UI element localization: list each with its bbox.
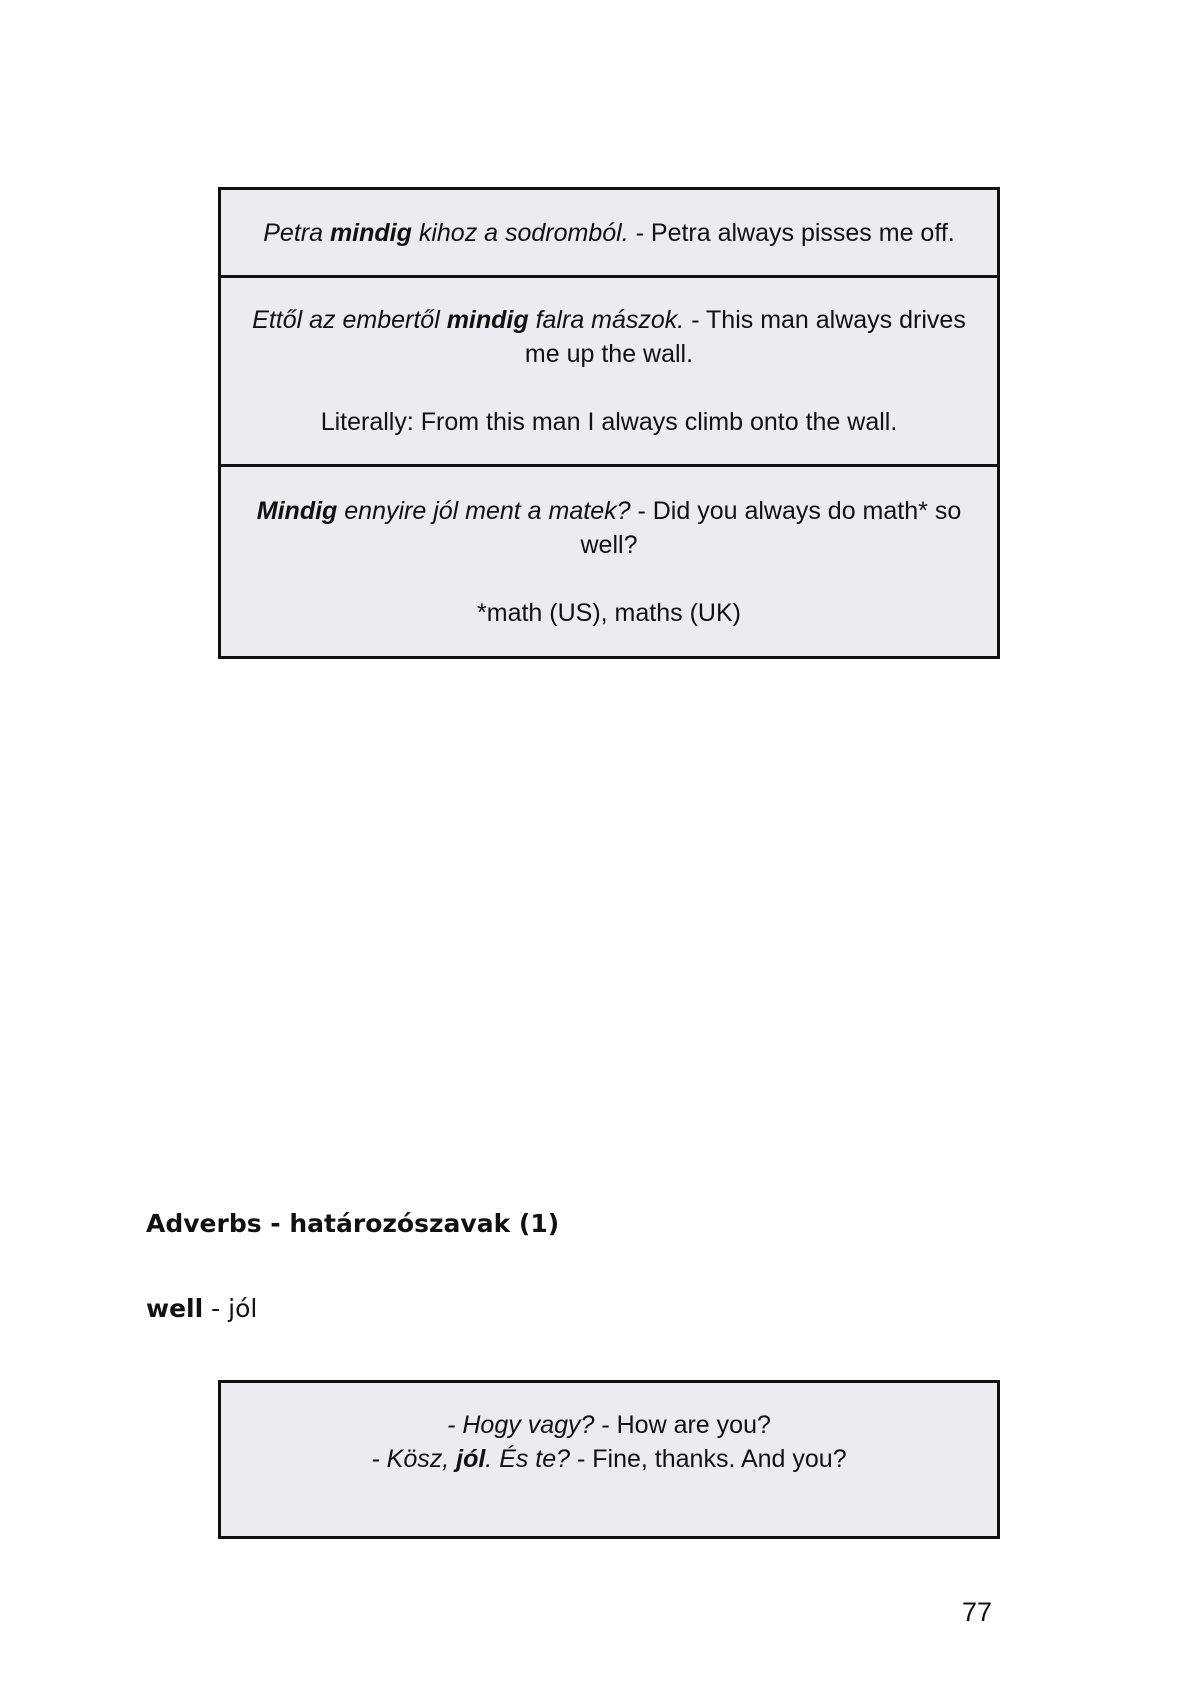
english-translation: - Fine, thanks. And you? [570, 1445, 847, 1473]
hungarian-text: Ettől az embertől mindig falra mászok. [252, 306, 685, 334]
example-table-jol [218, 1380, 1000, 1539]
hungarian-text: Mindig ennyire jól ment a matek? [256, 496, 631, 525]
example-row [221, 467, 997, 656]
example-sentence [241, 216, 977, 250]
vocab-translation: - jól [203, 1294, 258, 1323]
example-row [221, 278, 997, 467]
page-number: 77 [962, 1597, 993, 1627]
example-table-mindig [218, 187, 1000, 659]
english-translation: - How are you? [594, 1411, 771, 1439]
example-row [221, 190, 997, 278]
dialogue-line [241, 1408, 977, 1442]
english-translation: - Petra always pisses me off. [628, 218, 955, 247]
vocab-word: well [146, 1294, 204, 1323]
section-heading: Adverbs - határozószavak (1) [146, 1209, 560, 1238]
example-sentence [241, 303, 977, 371]
literal-note: Literally: From this man I always climb onto the wall. [320, 408, 898, 436]
usage-note: *math (US), maths (UK) [477, 598, 741, 627]
hungarian-text: Petra mindig kihoz a sodromból. [263, 218, 629, 247]
english-translation: - This man always drives me up the wall. [524, 306, 966, 368]
english-translation: - Did you always do math* so well? [580, 496, 962, 559]
vocabulary-entry [146, 1294, 257, 1323]
hungarian-text: - Kösz, jól. És te? [371, 1445, 571, 1473]
example-sentence [241, 494, 977, 562]
dialogue-row [221, 1383, 997, 1536]
hungarian-text: - Hogy vagy? [447, 1411, 595, 1439]
dialogue-line [241, 1442, 977, 1476]
